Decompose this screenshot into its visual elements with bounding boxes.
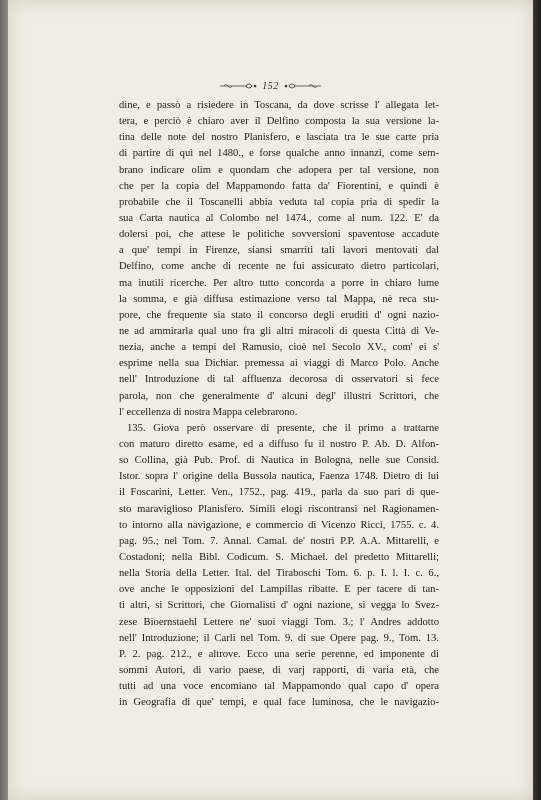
text-line: so Collina, già Pub. Prof. di Nautica in Bologna, nelle sue Consid. — [119, 455, 439, 467]
ornament-left-icon — [218, 81, 258, 91]
paragraph-start-line: 135. Giova però osservare di presente, che il primo a trattarne — [127, 422, 439, 434]
text-line: ti altri, si Scrittori, che Giornalisti d' ogni nazione, si vegga lo Svez- — [119, 600, 439, 612]
text-line: Istor. sopra l' origine della Bussola nautica, Faenza 1748. Dietro di lui — [119, 471, 439, 483]
text-line: pag. 95.; nel Tom. 7. Annal. Camal. de' nostri P.P. A.A. Mittarelli, e — [119, 535, 439, 547]
text-line: sto maraviglioso Planisfero. Simili elogi riscontransi nel Ragionamen- — [119, 503, 439, 515]
text-line: brano indicare olim e quondam che adopera per tal versione, non — [119, 164, 439, 176]
text-line: dine, e passò a risiedere in Toscana, da dove scrisse l' allegata let- — [119, 100, 439, 111]
page-header — [8, 78, 533, 94]
text-line: Delfino, come anche di recente ne fui assicurato dietro particolari, — [119, 261, 439, 273]
text-line: l' eccellenza di nostra Mappa celebrarono. — [119, 406, 298, 418]
text-line: zese Bioernstaehl Lettere ne' suoi viaggi Tom. 3.; l' Andres addotto — [119, 616, 439, 628]
text-line: probabile che il Toscanelli abbia veduta tal copia pria di spedir la — [119, 196, 439, 208]
text-line: tina delle note del nostro Planisfero, e lasciata tra le sue carte pria — [119, 132, 439, 144]
text-line: con maturo diretto esame, ed a diffuso fu il nostro P. Ab. D. Alfon- — [119, 438, 439, 450]
text-line: tutti ad una voce encomiano tal Mappamondo qual capo d' opera — [119, 681, 439, 693]
text-line: ma inutili ricerche. Per altro tutto concorda a porre in chiaro lume — [119, 277, 439, 289]
text-line: in Geografia di que' tempi, e qual face luminosa, che le navigazio- — [119, 697, 439, 709]
body-text — [119, 98, 439, 711]
text-line: a que' tempi in Firenze, siansi smarriti tali lavori mentovati dal — [119, 245, 439, 257]
text-line: che per la copia del Mappamondo fatta da' Fiorentini, e quindi è — [119, 180, 439, 192]
text-line: sommi Autori, di vario paese, di varj rapporti, di varia età, che — [119, 664, 439, 676]
text-line: di partire di quì nel 1480., e forse qualche anno innanzi, come sem- — [119, 148, 439, 160]
text-line: la somma, e già diffusa estimazione verso tal Mappa, nè reca stu- — [119, 293, 439, 305]
text-line: parola, non che generalmente d' alcuni degl' illustri Scrittori, che — [119, 390, 439, 402]
text-line: to intorno alla navigazione, e commercio di Vicenzo Ricci, 1755. c. 4. — [119, 519, 439, 531]
text-line: nezia, anche a tempi del Ramusio, cioè nel Secolo XV., com' ei s' — [119, 342, 439, 354]
text-line: esprime nella sua Dichiar. premessa ai viaggi di Marco Polo. Anche — [119, 358, 439, 370]
binding-shadow-left — [0, 0, 8, 800]
text-line: nell' Introduzione di tal affluenza decorosa di osservatori si fece — [119, 374, 439, 386]
ornament-right-icon — [283, 81, 323, 91]
text-line: dolersi poi, che attese le politiche sovversioni spaventose accadute — [119, 229, 439, 241]
text-line: nell' Introduzione; il Carli nel Tom. 9. di sue Opere pag. 9., Tom. 13. — [119, 632, 439, 644]
binding-shadow-right — [533, 0, 541, 800]
text-line: pore, che frequente sia stato il concorso degli eruditi d' ogni nazio- — [119, 309, 439, 321]
text-line: Costadoni; nella Bibl. Codicum. S. Michael. del predetto Mittarelli; — [119, 551, 439, 563]
text-line: P. 2. pag. 212., e altrove. Ecco una serie perenne, ed imponente di — [119, 648, 439, 660]
text-line: ove anche le opposizioni del Lampillas ribatte. E per tacere di tan- — [119, 584, 439, 596]
text-line: tera, e perciò è chiaro aver il Delfino composta la sua versione la- — [119, 116, 439, 128]
text-line: il Foscarini, Letter. Ven., 1752., pag. 419., parla da suo pari di que- — [119, 487, 439, 499]
text-line: nella Storia della Letter. Ital. del Tiraboschi Tom. 6. p. I. l. I. c. 6., — [119, 568, 439, 580]
text-line: ne ad ammirarla qual uno fra gli altri miracoli di questa Città di Ve- — [119, 325, 439, 337]
page-number: 152 — [262, 80, 279, 92]
text-line: sua Carta nautica al Colombo nel 1474., come al num. 122. E' da — [119, 212, 439, 224]
book-page — [8, 0, 533, 800]
